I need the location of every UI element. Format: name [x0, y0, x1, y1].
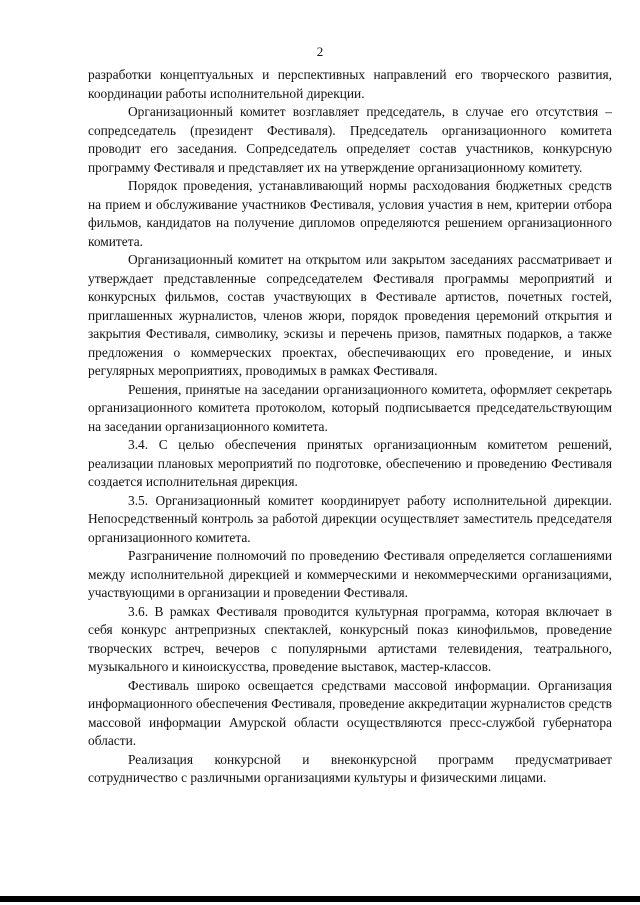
paragraph-section-3-5: 3.5. Организационный комитет координирует работу исполнительной дирекции. Непосредственный контроль за работой дирекции осуществляет заместитель председателя организационного комитета. — [88, 492, 612, 545]
paragraph-program-implementation: Реализация конкурсной и внеконкурсной программ предусматривает сотрудничество с различными организациями культуры и физическими лицами. — [88, 751, 612, 785]
document-body — [88, 66, 612, 788]
paragraph-committee-chair: Организационный комитет возглавляет председатель, в случае его отсутствия – сопредседатель (президент Фестиваля). Председатель организационного комитета проводит его заседания. Сопредседатель определяет состав участников, конкурсную программу Фестиваля и представляет их на утверждение организационному комитету. — [88, 104, 612, 175]
paragraph-section-3-4: 3.4. С целью обеспечения принятых организационным комитетом решений, реализации плановых мероприятий по подготовке, обеспечению и проведению Фестиваля создается исполнительная дирекция. — [88, 437, 612, 489]
paragraph-procedure: Порядок проведения, устанавливающий нормы расходования бюджетных средств на прием и обслуживание участников Фестиваля, условия участия в нем, критерии отбора фильмов, кандидатов на получение дипломов определяются решением организационного комитета. — [88, 178, 612, 249]
paragraph-continuation: разработки концептуальных и перспективных направлений его творческого развития, координации работы исполнительной дирекции. — [88, 67, 612, 101]
paragraph-powers-division: Разграничение полномочий по проведению Фестиваля определяется соглашениями между исполнительной дирекцией и коммерческими и некоммерческими организациями, участвующими в организации и проведении Фестиваля. — [88, 548, 612, 600]
paragraph-section-3-6: 3.6. В рамках Фестиваля проводится культурная программа, которая включает в себя конкурс антрепризных спектаклей, конкурсный показ кинофильмов, проведение творческих встреч, вечеров с популярными артистами телевидения, театрального, музыкального и киноискусства, проведение выставок, мастер-классов. — [88, 603, 612, 674]
page-number: 2 — [316, 44, 324, 59]
paragraph-media-coverage: Фестиваль широко освещается средствами массовой информации. Организация информационного обеспечения Фестиваля, проведение аккредитации журналистов средств массовой информации Амурской области осуществляются пресс-службой губернатора области. — [88, 677, 612, 748]
paragraph-committee-approval: Организационный комитет на открытом или закрытом заседаниях рассматривает и утверждает представленные сопредседателем Фестиваля программы мероприятий и конкурсных фильмов, состав участвующих в Фестивале артистов, почетных гостей, приглашенных журналистов, членов жюри, порядок проведения церемоний открытия и закрытия Фестиваля, символику, эскизы и перечень призов, памятных подарков, а также предложения о коммерческих проектах, обеспечивающих его проведение, и иных регулярных мероприятиях, проводимых в рамках Фестиваля. — [88, 252, 612, 378]
scan-bottom-edge — [0, 896, 640, 902]
paragraph-decisions: Решения, принятые на заседании организационного комитета, оформляет секретарь организационного комитета протоколом, который подписывается председательствующим на заседании организационного комитета. — [88, 381, 612, 434]
